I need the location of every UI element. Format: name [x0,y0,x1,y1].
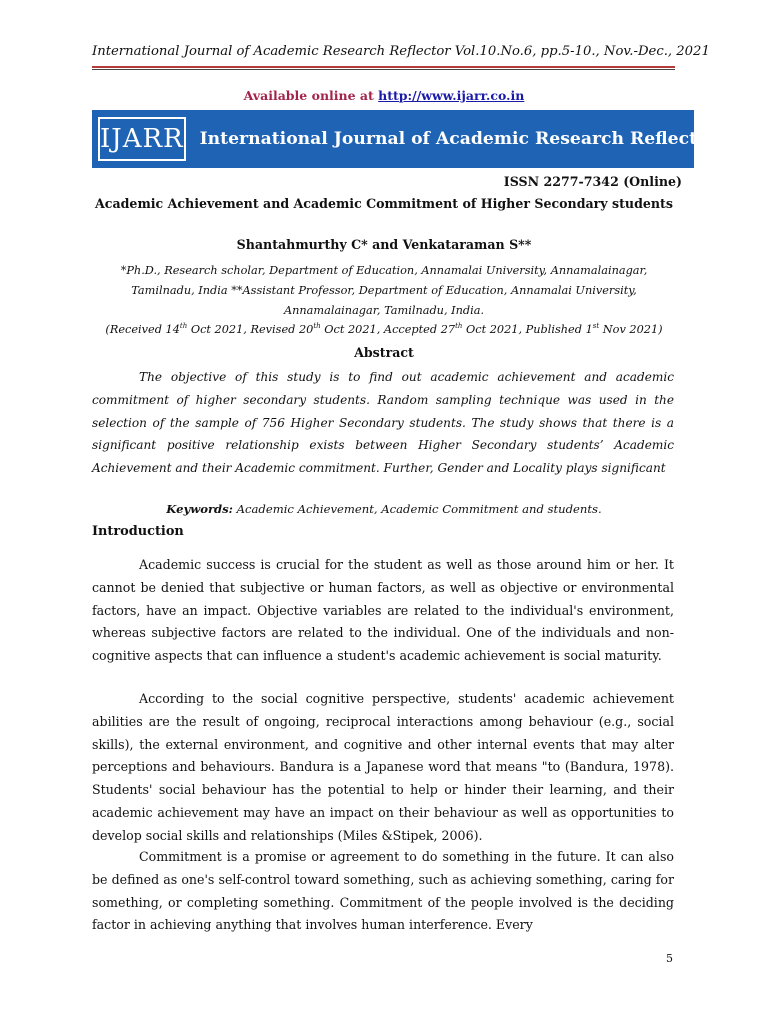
introduction-heading: Introduction [92,524,184,539]
author-affiliation: *Ph.D., Research scholar, Department of Education, Annamalai University, Annamalainagar, Tamilnadu, India **Assistant Professor, Department of Education, Annamalai University, Annamalainagar, Tamilnadu, India. [120,264,648,317]
abstract-heading: Abstract [354,345,414,360]
header-rule-dark [92,69,675,70]
running-header: International Journal of Academic Research Reflector Vol.10.No.6, pp.5-10., Nov.-Dec., 2021 [92,44,710,59]
body-paragraph: Commitment is a promise or agreement to do something in the future. It can also be defined as one's self-control toward something, such as achieving something, caring for something, or completing something. Commitment of the people involved is the deciding factor in achieving anything that involves human interference. Every [92,849,674,933]
article-title: Academic Achievement and Academic Commitment of Higher Secondary students [95,196,673,211]
keywords-line [92,502,676,516]
page-number: 5 [666,952,673,965]
header-rule-red [92,66,675,68]
journal-banner [92,110,718,168]
abstract-text: The objective of this study is to find out academic achievement and academic commitment of higher secondary students. Random sampling technique was used in the selection of the sample of 756 Higher Secondary students. The study shows that there is a significant positive relationship exists between Higher Secondary students’ Academic Achievement and their Academic commitment. Further, Gender and Locality plays significant [92,370,674,476]
journal-banner-title: International Journal of Academic Research Reflector [199,129,718,149]
journal-logo: IJARR [98,117,186,161]
available-online-line [0,88,768,103]
keywords-label: Keywords: [166,502,233,516]
journal-url-link[interactable]: http://www.ijarr.co.in [378,88,525,103]
keywords-text: Academic Achievement, Academic Commitment and students. [232,502,602,516]
body-paragraph: Academic success is crucial for the student as well as those around him or her. It cannot be denied that subjective or human factors, as well as objective or environmental factors, have an impact. Objective variables are related to the individual's environment, whereas subjective factors are related to the individual. One of the individuals and non-cognitive aspects that can influence a student's academic achievement is social maturity. [92,557,674,664]
available-prefix: Available online at [243,88,379,103]
body-paragraph: According to the social cognitive perspective, students' academic achievement abilities are the result of ongoing, reciprocal interactions among behaviour (e.g., social skills), the external environment, and cognitive and other internal events that may alter perceptions and behaviours. Bandura is a Japanese word that means "to (Bandura, 1978). Students' social behaviour has the potential to help or hinder their learning, and their academic achievement may have an impact on their behaviour as well as opportunities to develop social skills and relationships (Miles &Stipek, 2006). [92,691,674,843]
article-authors: Shantahmurthy C* and Venkataraman S** [236,237,532,252]
issn-line: ISSN 2277-7342 (Online) [503,174,682,189]
received-dates: (Received 14th Oct 2021, Revised 20th Oct 2021, Accepted 27th Oct 2021, Published 1st Nov 2021) [105,322,663,336]
